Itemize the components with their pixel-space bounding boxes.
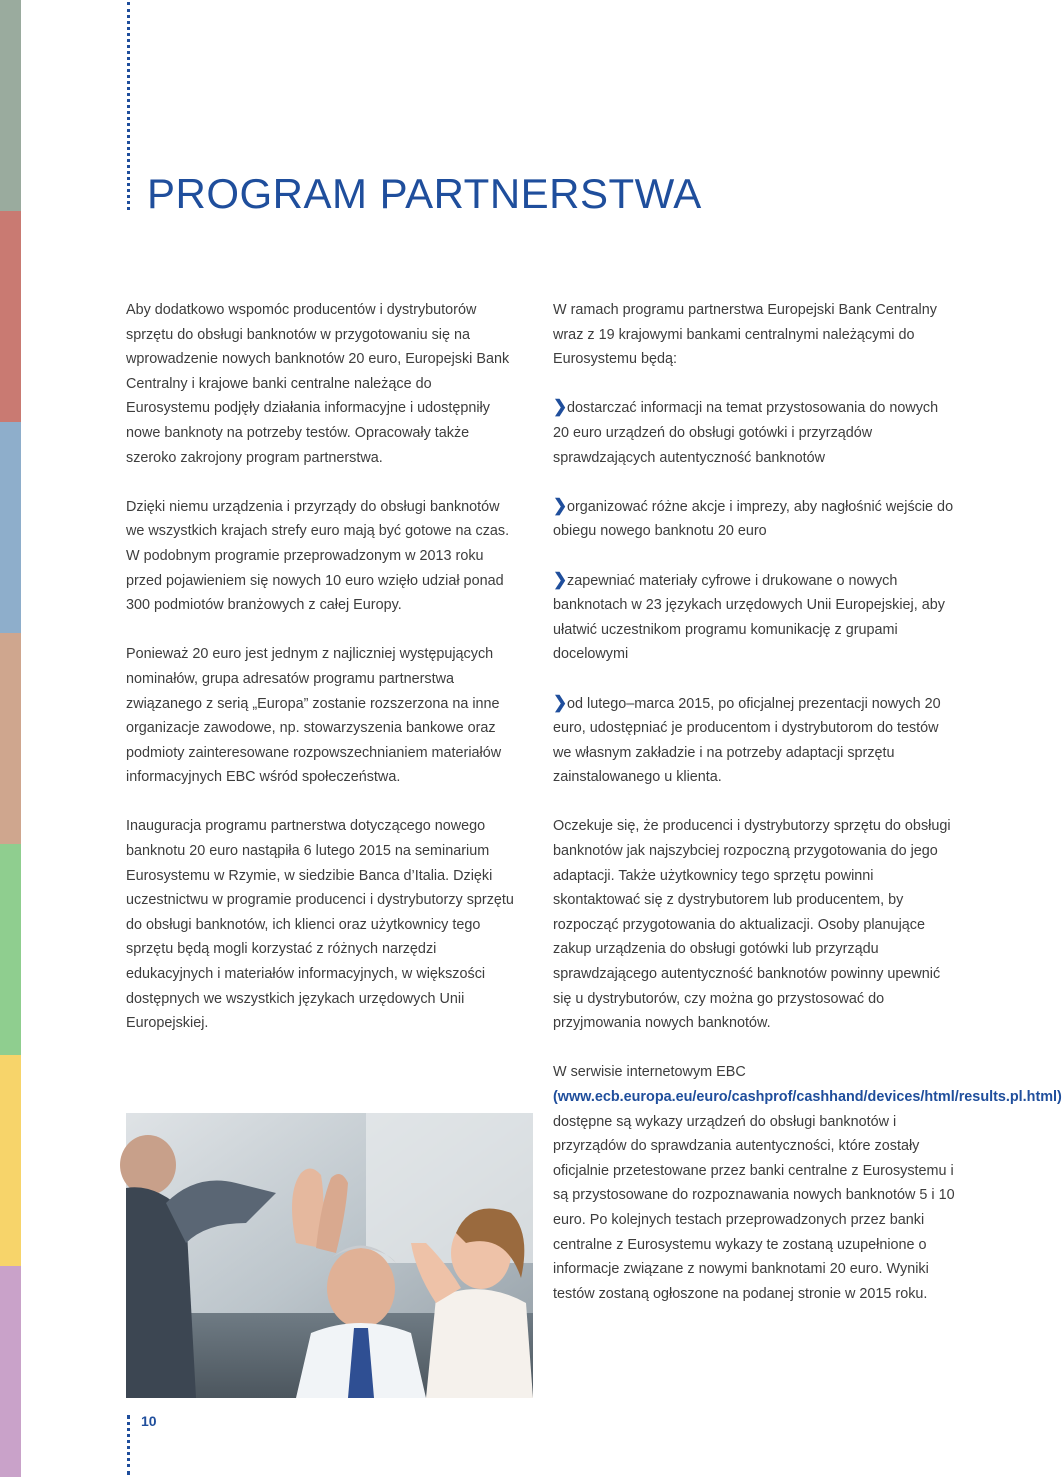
stripe-segment [0,0,21,211]
bullet-text: organizować różne akcje i imprezy, aby nagłośnić wejście do obiegu nowego banknotu 20 euro [553,498,954,540]
intro-paragraph: Aby dodatkowo wspomóc producentów i dystrybutorów sprzętu do obsługi banknotów w przygotowaniu się na wprowadzenie nowych banknotów 20 euro, Europejski Bank Centralny i krajowe banki centralne należące do Eurosystemu podjęły działania informacyjne i udostępniły nowe banknoty na potrzeby testów. Opracowały także szeroko zakrojony program partnerstwa. [126,302,510,466]
left-column [126,298,516,1060]
expectation-paragraph: Oczekuje się, że producenci i dystrybutorzy sprzętu do obsługi banknotów jak najszybciej rozpoczną przygotowania do jego adaptacji. Także użytkownicy tego sprzętu powinni skontaktować się z dystrybutorem lub producentem, by rozpocząć przygotowania do aktualizacji. Osoby planujące zakup urządzenia do obsługi gotówki lub przyrządu sprawdzającego autentyczność banknotów powinny upewnić się u dystrybutorów, czy można go przystosować do przyjmowania nowych banknotów. [553,818,951,1032]
bullet-item [553,692,958,790]
stripe-segment [0,211,21,422]
stripe-segment [0,1055,21,1266]
dotted-rule-top [127,2,133,210]
readiness-paragraph: Dzięki niemu urządzenia i przyrządy do obsługi banknotów we wszystkich krajach strefy euro mają być gotowe na czas. W podobnym programie przeprowadzonym w 2013 roku przed pojawieniem się nowych 10 euro wzięło udział ponad 300 podmiotów branżowych z całej Europy. [126,498,510,614]
dotted-rule-bottom [127,1415,133,1475]
page-number: 10 [141,1413,157,1429]
bullet-text: od lutego–marca 2015, po oficjalnej prezentacji nowych 20 euro, udostępniać je producentom i dystrybutorom do testów we własnym zakładzie i na potrzeby adaptacji sprzętu zainstalowanego u klienta. [553,695,941,786]
bullet-item [553,495,958,544]
chevron-right-icon: ❯ [553,397,568,417]
page-title: PROGRAM PARTNERSTWA [147,170,702,217]
chevron-right-icon: ❯ [553,692,568,712]
bullet-text: zapewniać materiały cyfrowe i drukowane o nowych banknotach w 23 językach urzędowych Unii Europejskiej, aby ułatwić uczestnikom programu komunikację z grupami docelowymi [553,572,945,663]
stripe-segment [0,844,21,1055]
color-stripe [0,0,21,1477]
program-intro: W ramach programu partnerstwa Europejski Bank Centralny wraz z 19 krajowymi bankami centralnymi należącymi do Eurosystemu będą: [553,302,937,368]
stripe-segment [0,422,21,633]
chevron-right-icon: ❯ [553,569,568,589]
right-column [553,298,1062,1331]
inauguration-paragraph: Inauguracja programu partnerstwa dotyczącego nowego banknotu 20 euro nastąpiła 6 lutego 2015 na seminarium Eurosystemu w Rzymie, w siedzibie Banca d’Italia. Dzięki uczestnictwu w programie producenci i dystrybutorzy sprzętu do obsługi banknotów, ich klienci oraz użytkownicy tego sprzętu będą mogli korzystać z różnych narzędzi edukacyjnych i materiałów informacyjnych, w większości dostępnych we wszystkich językach urzędowych Unii Europejskiej. [126,818,514,1032]
website-paragraph [553,1060,1062,1306]
bullet-item [553,396,958,470]
team-high-five-photo [126,1113,533,1398]
website-text-after: dostępne są wykazy urządzeń do obsługi banknotów i przyrządów do sprawdzania autentyczności, które zostały oficjalnie przetestowane przez banki centralne z Eurosystemu i są przystosowane do rozpoznawania nowych banknotów 5 i 10 euro. Po kolejnych testach przeprowadzonych przez banki centralne z Eurosystemu wykazy te zostaną uzupełnione o informacje związane z nowymi banknotami 20 euro. Wyniki testów zostaną ogłoszone na podanej stronie w 2015 roku. [553,1113,955,1302]
bullet-item [553,569,958,667]
ecb-website-link[interactable]: (www.ecb.europa.eu/euro/cashprof/cashhand/devices/html/results.pl.html) [553,1089,1062,1105]
chevron-right-icon: ❯ [553,495,568,515]
audience-paragraph: Ponieważ 20 euro jest jednym z najliczniej występujących nominałów, grupa adresatów programu partnerstwa związanego z serią „Europa” zostanie rozszerzona na inne organizacje zawodowe, np. stowarzyszenia bankowe oraz podmioty zainteresowane rozpowszechnianiem materiałów informacyjnych EBC wśród społeczeństwa. [126,646,502,786]
stripe-segment [0,1266,21,1477]
stripe-segment [0,633,21,844]
website-text-before: W serwisie internetowym EBC [553,1064,746,1081]
bullet-text: dostarczać informacji na temat przystosowania do nowych 20 euro urządzeń do obsługi gotówki i przyrządów sprawdzających autentyczność banknotów [553,400,939,466]
